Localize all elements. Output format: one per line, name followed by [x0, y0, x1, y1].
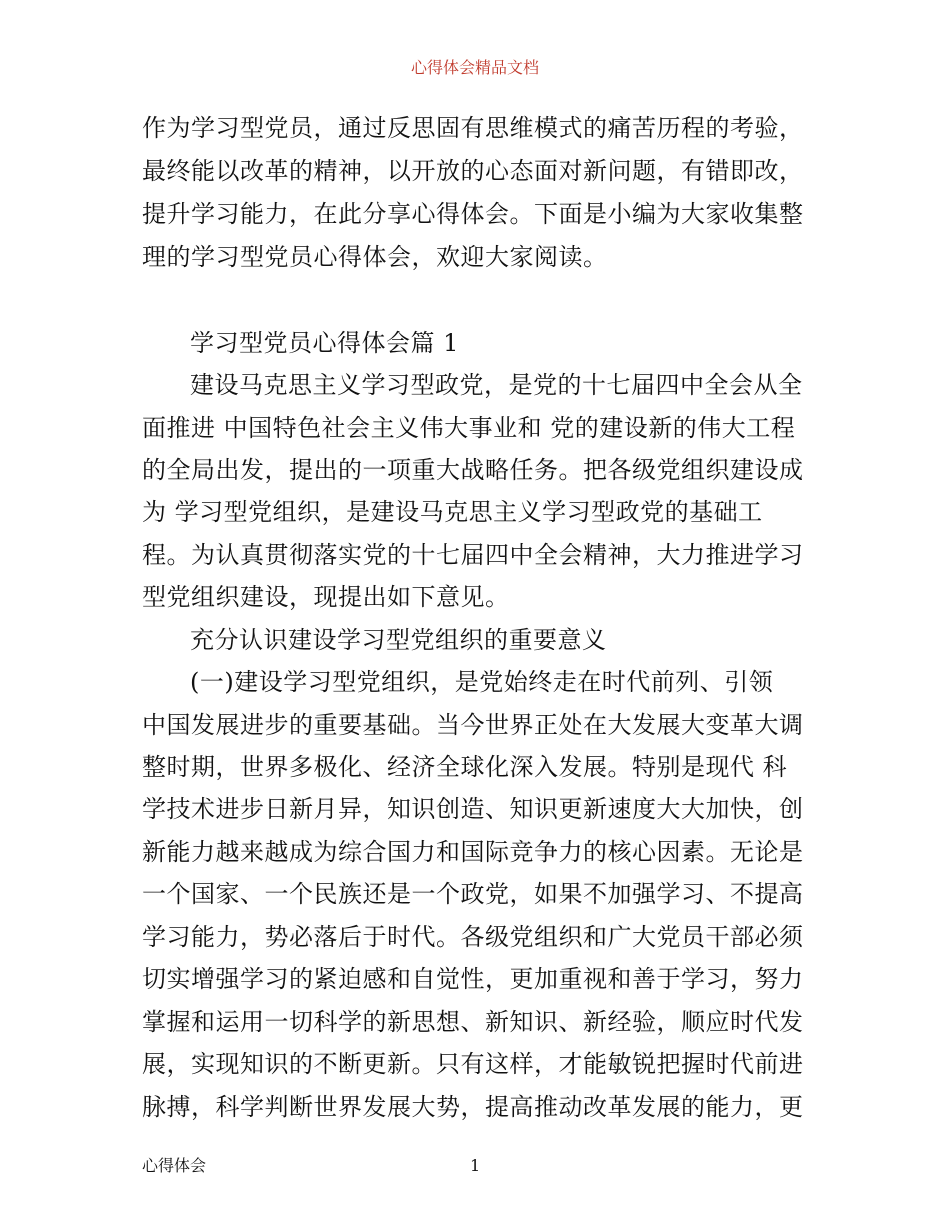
paragraph-line: 型党组织建设，现提出如下意见。: [142, 583, 510, 611]
paragraph-line: 整时期，世界多极化、经济全球化深入发展。特别是现代 科: [142, 753, 788, 781]
paragraph-line: 学习能力，势必落后于时代。各级党组织和广大党员干部必须: [142, 923, 804, 951]
paragraph-line: 中国发展进步的重要基础。当今世界正处在大发展大变革大调: [142, 711, 804, 739]
intro-line: 提升学习能力，在此分享心得体会。下面是小编为大家收集整: [142, 200, 804, 228]
intro-line: 最终能以改革的精神，以开放的心态面对新问题，有错即改，: [142, 157, 804, 185]
paragraph-line: (一)建设学习型党组织，是党始终走在时代前列、引领: [190, 668, 774, 696]
paragraph-line: 掌握和运用一切科学的新思想、新知识、新经验，顺应时代发: [142, 1008, 804, 1036]
document-header-title: 心得体会精品文档: [410, 58, 539, 77]
paragraph-line: 一个国家、一个民族还是一个政党，如果不加强学习、不提高: [142, 880, 804, 908]
paragraph-line: 展，实现知识的不断更新。只有这样，才能敏锐把握时代前进: [142, 1050, 804, 1078]
paragraph-line: 面推进 中国特色社会主义伟大事业和 党的建设新的伟大工程: [142, 414, 796, 442]
footer-label: 心得体会: [142, 1156, 207, 1175]
paragraph-line: 的全局出发，提出的一项重大战略任务。把各级党组织建设成: [142, 456, 804, 484]
paragraph-line: 新能力越来越成为综合国力和国际竞争力的核心因素。无论是: [142, 838, 804, 866]
paragraph-line: 程。为认真贯彻落实党的十七届四中全会精神，大力推进学习: [142, 541, 804, 569]
page-number: 1: [470, 1156, 481, 1175]
paragraph-line: 为 学习型党组织，是建设马克思主义学习型政党的基础工: [142, 498, 763, 526]
section-heading: 学习型党员心得体会篇 1: [190, 329, 459, 357]
paragraph-line: 切实增强学习的紧迫感和自觉性，更加重视和善于学习，努力: [142, 965, 804, 993]
paragraph-line: 脉搏，科学判断世界发展大势，提高推动改革发展的能力，更: [142, 1093, 804, 1121]
intro-line: 作为学习型党员，通过反思固有思维模式的痛苦历程的考验，: [142, 114, 804, 142]
paragraph-line: 学技术进步日新月异，知识创造、知识更新速度大大加快，创: [142, 795, 804, 823]
subheading: 充分认识建设学习型党组织的重要意义: [190, 626, 607, 654]
paragraph-line: 建设马克思主义学习型政党，是党的十七届四中全会从全: [190, 371, 803, 399]
intro-line: 理的学习型党员心得体会，欢迎大家阅读。: [142, 243, 608, 271]
